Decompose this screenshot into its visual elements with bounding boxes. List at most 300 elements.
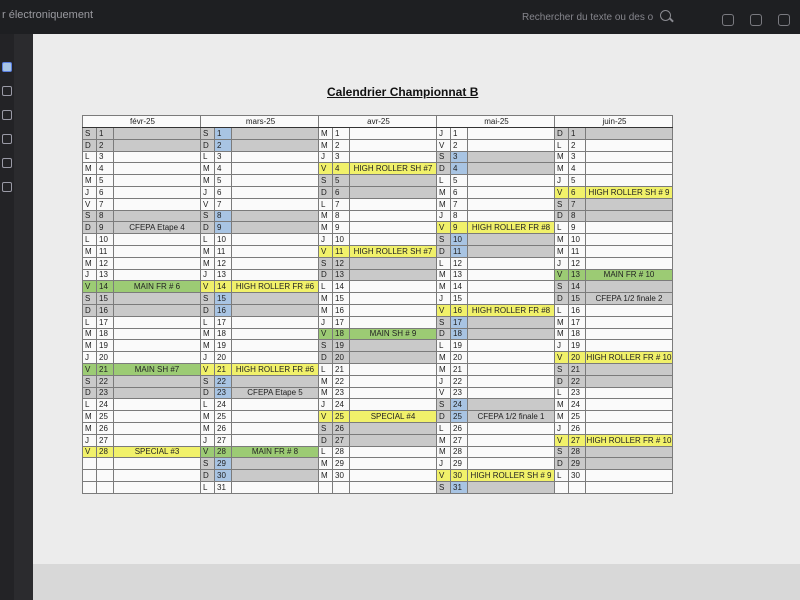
date-cell: 15 bbox=[97, 293, 114, 305]
date-cell: 28 bbox=[333, 446, 350, 458]
event-cell bbox=[468, 387, 555, 399]
weekday-cell: S bbox=[83, 210, 97, 222]
search-input[interactable]: Rechercher du texte ou des o bbox=[522, 12, 654, 23]
date-cell: 15 bbox=[569, 293, 586, 305]
weekday-cell: L bbox=[319, 446, 333, 458]
date-cell: 20 bbox=[333, 352, 350, 364]
weekday-cell: M bbox=[437, 352, 451, 364]
date-cell: 16 bbox=[451, 304, 468, 316]
weekday-cell: M bbox=[437, 446, 451, 458]
date-cell: 18 bbox=[333, 328, 350, 340]
weekday-cell: M bbox=[437, 434, 451, 446]
event-cell bbox=[114, 234, 201, 246]
event-cell bbox=[232, 175, 319, 187]
date-cell: 21 bbox=[215, 363, 232, 375]
event-cell bbox=[468, 352, 555, 364]
weekday-cell: S bbox=[555, 363, 569, 375]
weekday-cell: M bbox=[201, 411, 215, 423]
event-cell bbox=[114, 434, 201, 446]
date-cell: 5 bbox=[451, 175, 468, 187]
event-cell bbox=[114, 139, 201, 151]
date-cell: 20 bbox=[215, 352, 232, 364]
date-cell: 9 bbox=[569, 222, 586, 234]
weekday-cell: V bbox=[437, 139, 451, 151]
date-cell: 18 bbox=[97, 328, 114, 340]
date-cell: 24 bbox=[451, 399, 468, 411]
date-cell: 24 bbox=[333, 399, 350, 411]
event-cell bbox=[232, 293, 319, 305]
weekday-cell: M bbox=[201, 328, 215, 340]
date-cell: 25 bbox=[97, 411, 114, 423]
date-cell: 22 bbox=[569, 375, 586, 387]
weekday-cell: S bbox=[319, 257, 333, 269]
table-row bbox=[83, 340, 673, 352]
weekday-cell: V bbox=[83, 281, 97, 293]
comment-tool-icon[interactable] bbox=[2, 86, 12, 96]
date-cell: 10 bbox=[333, 234, 350, 246]
table-row bbox=[83, 151, 673, 163]
weekday-cell: S bbox=[437, 399, 451, 411]
weekday-cell: J bbox=[319, 399, 333, 411]
event-cell bbox=[468, 151, 555, 163]
weekday-cell: V bbox=[201, 363, 215, 375]
weekday-cell: D bbox=[83, 304, 97, 316]
date-cell: 7 bbox=[97, 198, 114, 210]
date-cell: 17 bbox=[569, 316, 586, 328]
weekday-cell: S bbox=[201, 375, 215, 387]
event-cell bbox=[232, 269, 319, 281]
event-cell bbox=[114, 340, 201, 352]
weekday-cell: V bbox=[437, 222, 451, 234]
date-cell: 9 bbox=[451, 222, 468, 234]
weekday-cell: V bbox=[437, 470, 451, 482]
weekday-cell: J bbox=[437, 375, 451, 387]
weekday-cell: J bbox=[83, 352, 97, 364]
event-cell bbox=[350, 222, 437, 234]
table-row bbox=[83, 234, 673, 246]
month-header: juin-25 bbox=[555, 116, 673, 128]
weekday-cell: D bbox=[319, 269, 333, 281]
table-row bbox=[83, 470, 673, 482]
date-cell: 22 bbox=[451, 375, 468, 387]
month-header: mars-25 bbox=[201, 116, 319, 128]
event-cell bbox=[586, 234, 673, 246]
date-cell: 29 bbox=[569, 458, 586, 470]
app-title: r électroniquement bbox=[2, 9, 94, 21]
weekday-cell: D bbox=[555, 210, 569, 222]
event-cell bbox=[468, 257, 555, 269]
event-cell bbox=[586, 316, 673, 328]
date-cell: 12 bbox=[333, 257, 350, 269]
weekday-cell: D bbox=[555, 293, 569, 305]
weekday-cell: D bbox=[319, 352, 333, 364]
date-cell: 18 bbox=[451, 328, 468, 340]
date-cell: 20 bbox=[451, 352, 468, 364]
weekday-cell: M bbox=[437, 281, 451, 293]
weekday-cell: L bbox=[83, 316, 97, 328]
share-icon[interactable] bbox=[722, 14, 734, 26]
event-cell bbox=[586, 411, 673, 423]
date-cell: 4 bbox=[333, 163, 350, 175]
weekday-cell: J bbox=[555, 257, 569, 269]
event-cell bbox=[114, 257, 201, 269]
date-cell: 14 bbox=[333, 281, 350, 293]
menu-icon[interactable] bbox=[778, 14, 790, 26]
event-cell bbox=[586, 257, 673, 269]
weekday-cell: D bbox=[437, 163, 451, 175]
date-cell: 25 bbox=[333, 411, 350, 423]
event-cell bbox=[350, 399, 437, 411]
date-cell: 3 bbox=[97, 151, 114, 163]
weekday-cell: M bbox=[555, 151, 569, 163]
weekday-cell: S bbox=[83, 375, 97, 387]
weekday-cell: J bbox=[555, 340, 569, 352]
weekday-cell: L bbox=[555, 304, 569, 316]
event-cell bbox=[586, 281, 673, 293]
event-cell bbox=[586, 139, 673, 151]
weekday-cell: L bbox=[555, 387, 569, 399]
table-row bbox=[83, 304, 673, 316]
event-cell bbox=[586, 375, 673, 387]
event-cell bbox=[232, 198, 319, 210]
table-row bbox=[83, 210, 673, 222]
date-cell: 13 bbox=[97, 269, 114, 281]
weekday-cell: L bbox=[319, 363, 333, 375]
weekday-cell: D bbox=[201, 470, 215, 482]
date-cell: 30 bbox=[333, 470, 350, 482]
date-cell: 6 bbox=[215, 186, 232, 198]
weekday-cell: M bbox=[83, 245, 97, 257]
weekday-cell: L bbox=[201, 234, 215, 246]
weekday-cell: V bbox=[319, 245, 333, 257]
highlight-tool-icon[interactable] bbox=[2, 134, 12, 144]
date-cell: 17 bbox=[215, 316, 232, 328]
event-cell bbox=[586, 163, 673, 175]
weekday-cell: S bbox=[319, 175, 333, 187]
event-cell: CFEPA 1/2 finale 2 bbox=[586, 293, 673, 305]
weekday-cell: M bbox=[319, 139, 333, 151]
empty-cell bbox=[83, 458, 97, 470]
weekday-cell: D bbox=[201, 387, 215, 399]
date-cell: 12 bbox=[569, 257, 586, 269]
date-cell: 8 bbox=[215, 210, 232, 222]
weekday-cell: M bbox=[555, 316, 569, 328]
date-cell: 19 bbox=[215, 340, 232, 352]
date-cell: 30 bbox=[451, 470, 468, 482]
event-cell: CFEPA 1/2 finale 1 bbox=[468, 411, 555, 423]
date-cell: 29 bbox=[333, 458, 350, 470]
date-cell: 5 bbox=[569, 175, 586, 187]
event-cell bbox=[350, 458, 437, 470]
date-cell: 4 bbox=[569, 163, 586, 175]
weekday-cell: J bbox=[555, 175, 569, 187]
weekday-cell: V bbox=[83, 363, 97, 375]
table-row bbox=[83, 481, 673, 493]
date-cell: 15 bbox=[333, 293, 350, 305]
weekday-cell: S bbox=[555, 446, 569, 458]
date-cell: 24 bbox=[97, 399, 114, 411]
date-cell: 12 bbox=[215, 257, 232, 269]
event-cell bbox=[232, 328, 319, 340]
weekday-cell: M bbox=[319, 458, 333, 470]
event-cell bbox=[586, 175, 673, 187]
date-cell: 19 bbox=[451, 340, 468, 352]
date-cell: 2 bbox=[97, 139, 114, 151]
date-cell: 1 bbox=[451, 128, 468, 140]
weekday-cell: S bbox=[83, 293, 97, 305]
date-cell: 21 bbox=[569, 363, 586, 375]
event-cell bbox=[232, 411, 319, 423]
text-tool-icon[interactable] bbox=[2, 182, 12, 192]
date-cell: 25 bbox=[451, 411, 468, 423]
table-row bbox=[83, 399, 673, 411]
date-cell: 14 bbox=[569, 281, 586, 293]
date-cell: 5 bbox=[97, 175, 114, 187]
date-cell: 1 bbox=[215, 128, 232, 140]
weekday-cell: D bbox=[555, 375, 569, 387]
date-cell: 13 bbox=[333, 269, 350, 281]
weekday-cell: L bbox=[201, 399, 215, 411]
table-row bbox=[83, 163, 673, 175]
weekday-cell: M bbox=[555, 328, 569, 340]
weekday-cell: V bbox=[201, 198, 215, 210]
date-cell: 26 bbox=[97, 422, 114, 434]
pen-tool-icon[interactable] bbox=[2, 110, 12, 120]
date-cell: 23 bbox=[333, 387, 350, 399]
event-cell bbox=[350, 257, 437, 269]
date-cell: 31 bbox=[215, 481, 232, 493]
event-cell bbox=[586, 363, 673, 375]
event-cell bbox=[114, 304, 201, 316]
event-cell: HIGH ROLLER FR #8 bbox=[468, 304, 555, 316]
event-cell bbox=[468, 328, 555, 340]
date-cell: 10 bbox=[569, 234, 586, 246]
weekday-cell: D bbox=[201, 139, 215, 151]
date-cell: 13 bbox=[569, 269, 586, 281]
table-row bbox=[83, 175, 673, 187]
empty-cell bbox=[555, 481, 569, 493]
weekday-cell: S bbox=[555, 281, 569, 293]
weekday-cell: S bbox=[437, 316, 451, 328]
event-cell bbox=[232, 422, 319, 434]
event-cell bbox=[468, 234, 555, 246]
event-cell bbox=[350, 186, 437, 198]
date-cell: 21 bbox=[97, 363, 114, 375]
desk-background bbox=[33, 564, 800, 600]
event-cell: HIGH ROLLER FR # 10 bbox=[586, 353, 672, 363]
date-cell: 15 bbox=[215, 293, 232, 305]
weekday-cell: J bbox=[201, 352, 215, 364]
weekday-cell: J bbox=[319, 316, 333, 328]
weekday-cell: L bbox=[555, 222, 569, 234]
date-cell: 5 bbox=[333, 175, 350, 187]
event-cell bbox=[114, 316, 201, 328]
stamp-tool-icon[interactable] bbox=[2, 158, 12, 168]
weekday-cell: M bbox=[83, 163, 97, 175]
event-cell bbox=[114, 151, 201, 163]
table-row bbox=[83, 446, 673, 458]
event-cell bbox=[232, 245, 319, 257]
event-cell bbox=[114, 163, 201, 175]
event-cell bbox=[350, 434, 437, 446]
date-cell: 2 bbox=[333, 139, 350, 151]
table-row bbox=[83, 422, 673, 434]
weekday-cell: M bbox=[83, 422, 97, 434]
weekday-cell: L bbox=[83, 234, 97, 246]
date-cell: 28 bbox=[569, 446, 586, 458]
weekday-cell: S bbox=[201, 293, 215, 305]
event-cell bbox=[350, 316, 437, 328]
empty-cell bbox=[97, 481, 114, 493]
weekday-cell: M bbox=[555, 411, 569, 423]
weekday-cell: D bbox=[83, 387, 97, 399]
event-cell bbox=[350, 387, 437, 399]
event-cell bbox=[468, 434, 555, 446]
date-cell: 20 bbox=[97, 352, 114, 364]
weekday-cell: M bbox=[437, 186, 451, 198]
upload-icon[interactable] bbox=[750, 14, 762, 26]
table-row bbox=[83, 387, 673, 399]
weekday-cell: D bbox=[201, 304, 215, 316]
event-cell bbox=[586, 210, 673, 222]
weekday-cell: M bbox=[319, 375, 333, 387]
weekday-cell: J bbox=[83, 186, 97, 198]
weekday-cell: V bbox=[555, 352, 569, 364]
event-cell bbox=[586, 245, 673, 257]
event-cell bbox=[350, 422, 437, 434]
event-cell: SPECIAL #4 bbox=[350, 411, 437, 423]
weekday-cell: L bbox=[83, 399, 97, 411]
event-cell bbox=[586, 446, 673, 458]
table-row bbox=[83, 434, 673, 446]
empty-cell bbox=[114, 470, 201, 482]
date-cell: 1 bbox=[569, 128, 586, 140]
event-cell bbox=[586, 304, 673, 316]
weekday-cell: M bbox=[201, 422, 215, 434]
weekday-cell: V bbox=[319, 163, 333, 175]
weekday-cell: L bbox=[555, 470, 569, 482]
table-row bbox=[83, 245, 673, 257]
date-cell: 7 bbox=[215, 198, 232, 210]
page-title: Calendrier Championnat B bbox=[327, 85, 479, 99]
event-cell bbox=[586, 128, 673, 140]
weekday-cell: J bbox=[437, 458, 451, 470]
select-tool-icon[interactable] bbox=[2, 62, 12, 72]
event-cell bbox=[114, 269, 201, 281]
table-row bbox=[83, 328, 673, 340]
event-cell bbox=[468, 269, 555, 281]
event-cell bbox=[114, 210, 201, 222]
date-cell: 1 bbox=[333, 128, 350, 140]
date-cell: 21 bbox=[451, 363, 468, 375]
weekday-cell: J bbox=[555, 422, 569, 434]
weekday-cell: S bbox=[201, 458, 215, 470]
date-cell: 27 bbox=[569, 434, 586, 446]
weekday-cell: L bbox=[201, 316, 215, 328]
event-cell bbox=[232, 304, 319, 316]
date-cell: 11 bbox=[333, 245, 350, 257]
date-cell: 23 bbox=[97, 387, 114, 399]
event-cell bbox=[468, 340, 555, 352]
table-row bbox=[83, 269, 673, 281]
date-cell: 9 bbox=[215, 222, 232, 234]
weekday-cell: M bbox=[83, 257, 97, 269]
weekday-cell: J bbox=[201, 186, 215, 198]
empty-cell bbox=[350, 481, 437, 493]
weekday-cell: V bbox=[555, 434, 569, 446]
date-cell: 15 bbox=[451, 293, 468, 305]
weekday-cell: M bbox=[83, 175, 97, 187]
event-cell bbox=[350, 293, 437, 305]
date-cell: 21 bbox=[333, 363, 350, 375]
date-cell: 23 bbox=[215, 387, 232, 399]
event-cell bbox=[586, 328, 673, 340]
event-cell bbox=[350, 210, 437, 222]
weekday-cell: J bbox=[83, 434, 97, 446]
event-cell bbox=[468, 198, 555, 210]
date-cell: 20 bbox=[569, 352, 586, 364]
weekday-cell: V bbox=[201, 281, 215, 293]
table-row bbox=[83, 352, 673, 364]
weekday-cell: V bbox=[437, 387, 451, 399]
weekday-cell: M bbox=[437, 363, 451, 375]
app-toolbar bbox=[0, 0, 800, 34]
weekday-cell: M bbox=[319, 470, 333, 482]
weekday-cell: D bbox=[437, 411, 451, 423]
event-cell: HIGH ROLLER SH #7 bbox=[350, 163, 437, 175]
table-row bbox=[83, 281, 673, 293]
date-cell: 14 bbox=[97, 281, 114, 293]
table-row bbox=[83, 186, 673, 198]
date-cell: 13 bbox=[215, 269, 232, 281]
date-cell: 23 bbox=[451, 387, 468, 399]
event-cell bbox=[468, 422, 555, 434]
table-row bbox=[83, 257, 673, 269]
empty-cell bbox=[114, 458, 201, 470]
event-cell bbox=[114, 411, 201, 423]
weekday-cell: M bbox=[201, 163, 215, 175]
event-cell bbox=[350, 151, 437, 163]
event-cell bbox=[232, 151, 319, 163]
date-cell: 3 bbox=[215, 151, 232, 163]
event-cell bbox=[468, 375, 555, 387]
event-cell bbox=[350, 446, 437, 458]
weekday-cell: L bbox=[437, 175, 451, 187]
weekday-cell: M bbox=[319, 222, 333, 234]
date-cell: 26 bbox=[451, 422, 468, 434]
date-cell: 26 bbox=[569, 422, 586, 434]
event-cell bbox=[350, 175, 437, 187]
weekday-cell: J bbox=[437, 210, 451, 222]
date-cell: 24 bbox=[569, 399, 586, 411]
event-cell bbox=[586, 387, 673, 399]
weekday-cell: J bbox=[83, 269, 97, 281]
event-cell bbox=[468, 128, 555, 140]
weekday-cell: D bbox=[437, 245, 451, 257]
date-cell: 2 bbox=[451, 139, 468, 151]
search-icon[interactable] bbox=[660, 10, 671, 21]
weekday-cell: S bbox=[201, 210, 215, 222]
weekday-cell: M bbox=[83, 328, 97, 340]
event-cell bbox=[468, 210, 555, 222]
date-cell: 9 bbox=[97, 222, 114, 234]
event-cell bbox=[468, 245, 555, 257]
event-cell bbox=[350, 304, 437, 316]
empty-cell bbox=[319, 481, 333, 493]
date-cell: 19 bbox=[97, 340, 114, 352]
date-cell: 8 bbox=[451, 210, 468, 222]
weekday-cell: M bbox=[555, 399, 569, 411]
